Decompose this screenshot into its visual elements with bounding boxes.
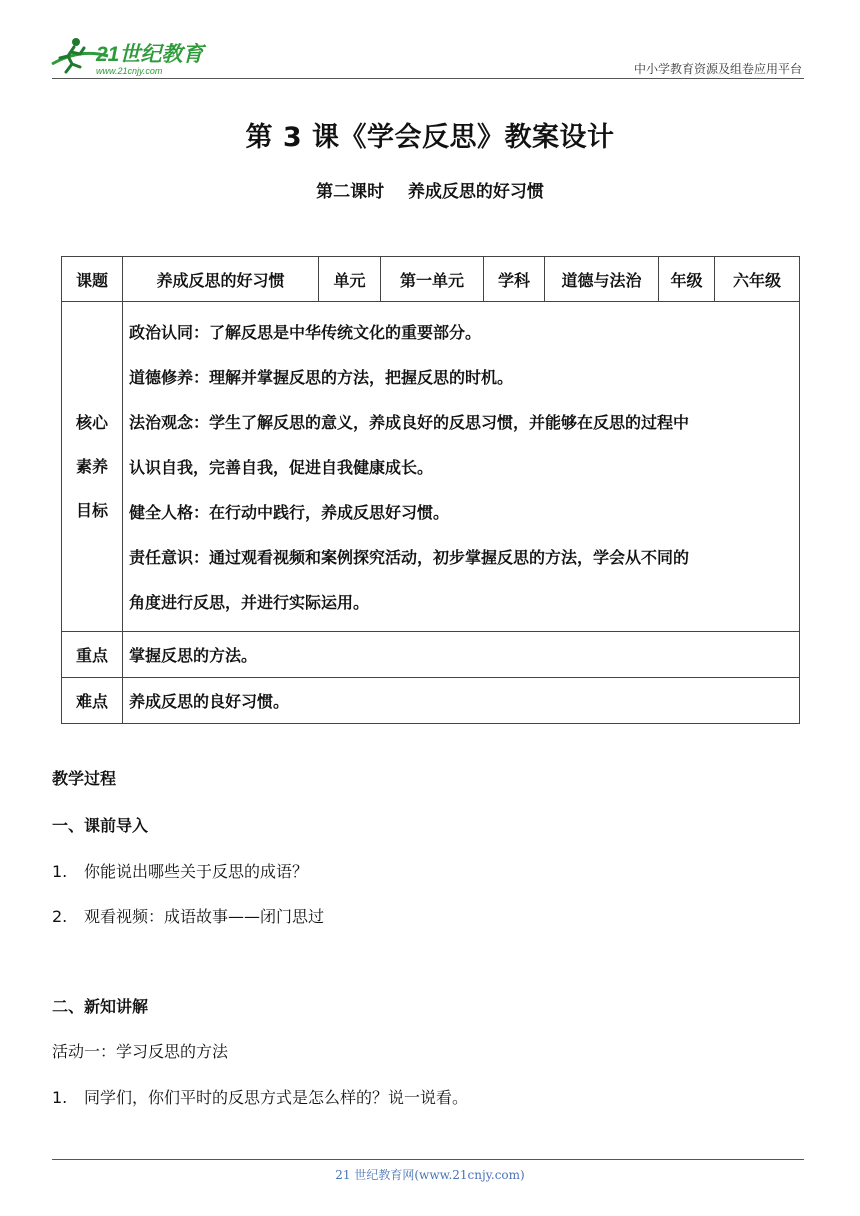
- goal-line: 健全人格：在行动中践行，养成反思好习惯。: [129, 503, 450, 522]
- topic-label: 课题: [62, 257, 123, 302]
- table-row-header: [62, 257, 800, 302]
- unit-value: 第一单元: [381, 257, 484, 302]
- topic-value: 养成反思的好习惯: [123, 257, 319, 302]
- table-row-difficulty: [62, 678, 800, 724]
- goal-line: 角度进行反思，并进行实际运用。: [129, 593, 370, 612]
- list-text: 你能说出哪些关于反思的成语？: [84, 862, 309, 881]
- goal-line: 责任意识：通过观看视频和案例探究活动，初步掌握反思的方法，学会从不同的: [129, 548, 690, 567]
- unit-label: 单元: [319, 257, 381, 302]
- grade-label: 年级: [659, 257, 715, 302]
- list-number: 2.: [52, 907, 68, 926]
- grade-value: 六年级: [715, 257, 800, 302]
- key-point-label: 重点: [62, 632, 123, 678]
- document-title: 第 3 课《学会反思》教案设计: [245, 122, 615, 153]
- list-number: 1.: [52, 862, 68, 881]
- list-text: 同学们，你们平时的反思方式是怎么样的？说一说看。: [84, 1088, 469, 1107]
- key-point-value: 掌握反思的方法。: [123, 632, 800, 678]
- footer-divider: [52, 1159, 804, 1160]
- goal-line: 道德修养：理解并掌握反思的方法，把握反思的时机。: [129, 368, 514, 387]
- table-row-goals: [62, 302, 800, 632]
- table-row-key-point: [62, 632, 800, 678]
- list-item: [52, 859, 308, 882]
- activity-heading: 活动一：学习反思的方法: [52, 1042, 229, 1061]
- platform-text: 中小学教育资源及组卷应用平台: [633, 62, 802, 76]
- section2-heading: 二、新知讲解: [52, 997, 149, 1016]
- header-divider: [52, 78, 804, 79]
- goal-line: 法治观念：学生了解反思的意义，养成良好的反思习惯，并能够在反思的过程中: [129, 413, 690, 432]
- difficulty-label: 难点: [62, 678, 123, 724]
- goal-line: 政治认同：了解反思是中华传统文化的重要部分。: [129, 323, 482, 342]
- logo-url-text: www.21cnjy.com: [96, 66, 163, 76]
- footer-link[interactable]: 21 世纪教育网(www.21cnjy.com): [335, 1168, 525, 1182]
- process-heading: 教学过程: [52, 769, 117, 788]
- goals-content: [123, 302, 800, 632]
- list-text: 观看视频：成语故事——闭门思过: [84, 907, 325, 926]
- goals-label: 核心 素养 目标: [62, 302, 123, 632]
- subject-value: 道德与法治: [545, 257, 659, 302]
- runner-logo-icon: [50, 34, 220, 78]
- subject-label: 学科: [484, 257, 545, 302]
- list-number: 1.: [52, 1088, 68, 1107]
- logo-text: 21世纪教育: [96, 43, 204, 66]
- difficulty-value: 养成反思的良好习惯。: [123, 678, 800, 724]
- list-item: [52, 904, 324, 927]
- site-logo: [50, 34, 220, 78]
- goal-line: 认识自我，完善自我，促进自我健康成长。: [129, 458, 434, 477]
- list-item: [52, 1085, 468, 1108]
- lesson-info-table: [61, 256, 800, 724]
- section1-heading: 一、课前导入: [52, 816, 149, 835]
- document-subtitle: 第二课时 养成反思的好习惯: [316, 182, 544, 202]
